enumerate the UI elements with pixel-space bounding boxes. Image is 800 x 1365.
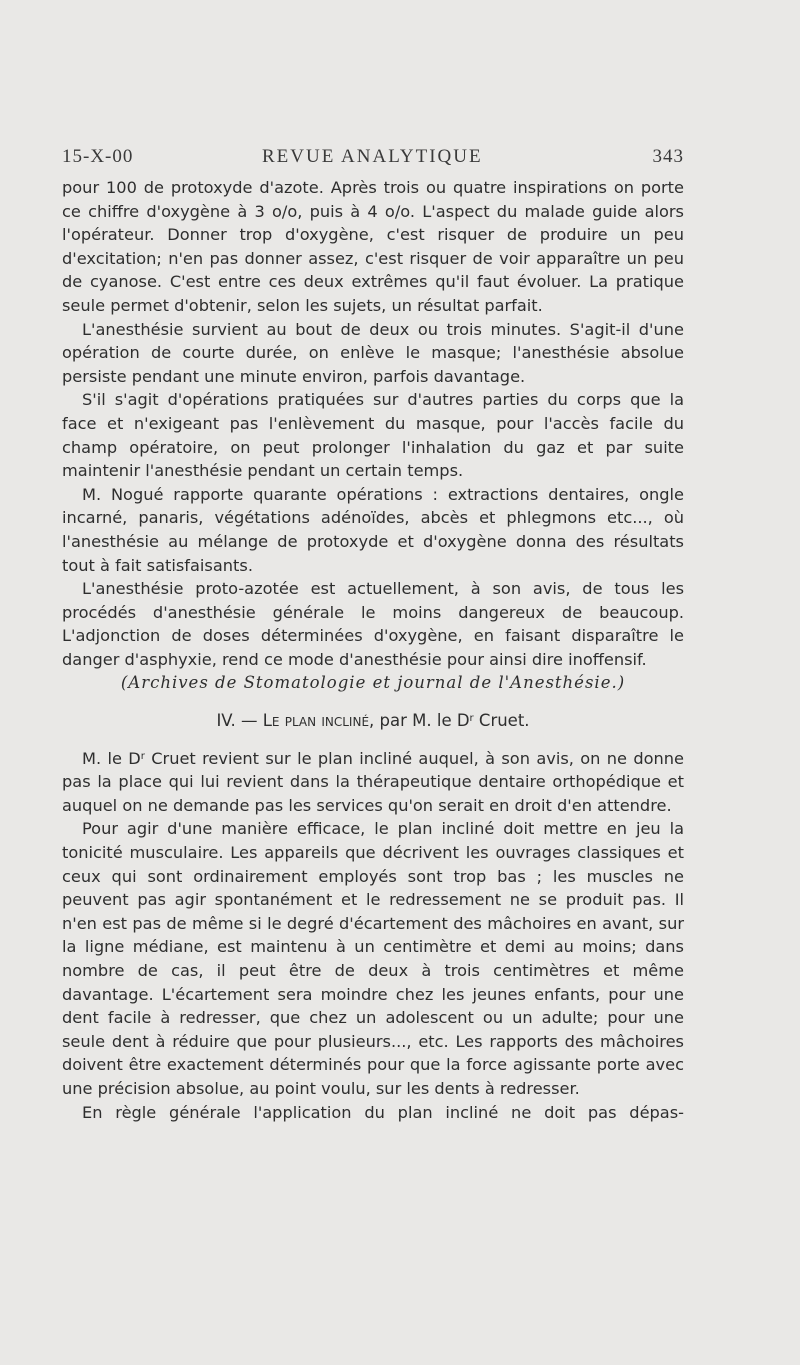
paragraph-6-sup: r xyxy=(140,750,145,762)
paragraph-6-post: Cruet revient sur le plan incliné auquel, à son avis, on ne donne pas la place qui lui revient dans la thérapeutique dentaire orthopédique et auquel on ne demande pas les services qu'on serait en droit d'en attendre. xyxy=(62,748,685,815)
paragraph-3: S'il s'agit d'opérations pratiquées sur d'autres parties du corps que la face et n'exigeant pas l'enlèvement du masque, pour l'accès facile du champ opératoire, on peut prolonger l'inhalation du gaz et par suite maintenir l'anesthésie pendant un certain temps. xyxy=(62,390,684,481)
body-text xyxy=(62,176,684,1124)
section-number: IV. — xyxy=(216,711,263,731)
source-reference: (Archives de Stomatologie et journal de l'Anesthésie.) xyxy=(120,673,626,693)
paragraph-2: L'anesthésie survient au bout de deux ou trois minutes. S'agit-il d'une opération de courte durée, on enlève le masque; l'anesthésie absolue persiste pendant une minute environ, parfois davantage. xyxy=(62,319,684,386)
paragraph-1: pour 100 de protoxyde d'azote. Après trois ou quatre inspirations on porte ce chiffre d'oxygène à 3 o/o, puis à 4 o/o. L'aspect du malade guide alors l'opérateur. Donner trop d'oxygène, c'est risquer de produire un peu d'excitation; n'en pas donner assez, c'est risquer de voir apparaître un peu de cyanose. C'est entre ces deux extrêmes qu'il faut évoluer. La pratique seule permet d'obtenir, selon les sujets, un résultat parfait. xyxy=(62,178,684,315)
paragraph-8: En règle générale l'application du plan incliné ne doit pas dépas- xyxy=(82,1102,684,1122)
section-title-text: Le plan incliné xyxy=(262,711,370,731)
paragraph-6-pre: M. le D xyxy=(82,748,141,768)
paragraph-5: L'anesthésie proto-azotée est actuellement, à son avis, de tous les procédés d'anesthésie générale le moins dangereux de beaucoup. L'adjonction de doses déterminées d'oxygène, en faisant disparaître le danger d'asphyxie, rend ce mode d'anesthésie pour ainsi dire inoffensif. xyxy=(62,579,684,669)
paragraph-6 xyxy=(62,747,684,818)
section-author-post: Cruet. xyxy=(473,711,530,731)
section-author-pre: , par M. le D xyxy=(369,711,470,731)
page-number: 343 xyxy=(652,146,684,167)
section-heading xyxy=(62,709,684,733)
paragraph-7: Pour agir d'une manière efficace, le plan incliné doit mettre en jeu la tonicité musculaire. Les appareils que décrivent les ouvrages classiques et ceux qui sont ordinairement employés sont trop bas ; les muscles ne peuvent pas agir spontanément et le redressement ne se produit pas. Il n'en est pas de même si le degré d'écartement des mâchoires en avant, sur la ligne médiane, est maintenu à un centimètre et demi au moins; dans nombre de cas, il peut être de deux à trois centimètres et même davantage. L'écartement sera moindre chez les jeunes enfants, pour une dent facile à redresser, que chez un adolescent ou un adulte; pour une seule dent à réduire que pour plusieurs..., etc. Les rapports des mâchoires doivent être exactement déterminés pour que la force agissante porte avec une précision absolue, au point voulu, sur les dents à redresser. xyxy=(62,819,684,1098)
paragraph-4: M. Nogué rapporte quarante opérations : extractions dentaires, ongle incarné, panaris, végétations adénoïdes, abcès et phlegmons etc..., où l'anesthésie au mélange de protoxyde et d'oxygène donna des résultats tout à fait satisfaisants. xyxy=(62,484,684,575)
issue-date: 15-X-00 xyxy=(62,146,134,167)
section-author-sup: r xyxy=(469,713,474,725)
running-title: REVUE ANALYTIQUE xyxy=(262,146,483,167)
running-header xyxy=(62,146,684,170)
